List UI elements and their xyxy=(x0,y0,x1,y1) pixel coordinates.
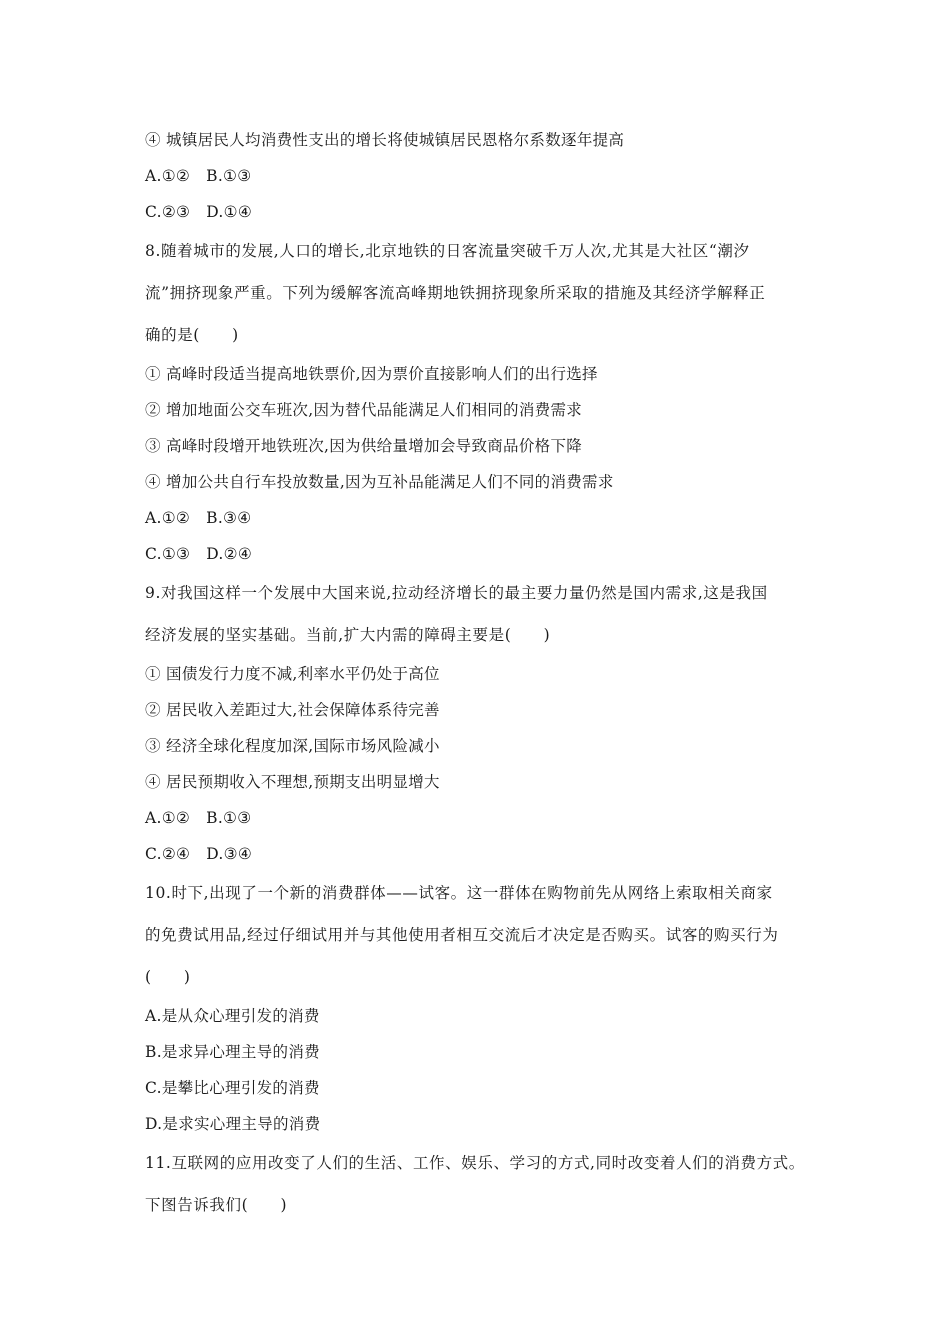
q9-stem xyxy=(145,572,810,656)
q8-option-a[interactable]: A.①② xyxy=(145,509,191,527)
q9-item-3: ③ 经济全球化程度加深,国际市场风险减小 xyxy=(145,737,440,755)
q8-stem-line: 确的是( ) xyxy=(145,326,239,344)
q9-option-a[interactable]: A.①② xyxy=(145,809,191,827)
q10-option-b[interactable]: B.是求异心理主导的消费 xyxy=(145,1043,320,1061)
q9-option-b[interactable]: B.①③ xyxy=(206,809,252,827)
q8-item-2: ② 增加地面公交车班次,因为替代品能满足人们相同的消费需求 xyxy=(145,401,583,419)
q9-options-row-2 xyxy=(145,836,810,872)
q7-option-a[interactable]: A.①② xyxy=(145,167,191,185)
q9-stem-line: 9.对我国这样一个发展中大国来说,拉动经济增长的最主要力量仍然是国内需求,这是我国 xyxy=(145,584,768,602)
q8-options-row-2 xyxy=(145,536,810,572)
q8-option-d[interactable]: D.②④ xyxy=(206,545,253,563)
q8-option-c[interactable]: C.①③ xyxy=(145,545,191,563)
q8-option-b[interactable]: B.③④ xyxy=(206,509,252,527)
q11-stem-line: 11.互联网的应用改变了人们的生活、工作、娱乐、学习的方式,同时改变着人们的消费方式。 xyxy=(145,1154,805,1172)
q8-stem xyxy=(145,230,810,356)
q7-option-b[interactable]: B.①③ xyxy=(206,167,252,185)
q9-item-2: ② 居民收入差距过大,社会保障体系待完善 xyxy=(145,701,440,719)
q8-item-4: ④ 增加公共自行车投放数量,因为互补品能满足人们不同的消费需求 xyxy=(145,473,614,491)
q8-stem-line: 流”拥挤现象严重。下列为缓解客流高峰期地铁拥挤现象所采取的措施及其经济学解释正 xyxy=(145,284,766,302)
q8-options-row-1 xyxy=(145,500,810,536)
q9-stem-line: 经济发展的坚实基础。当前,扩大内需的障碍主要是( ) xyxy=(145,626,551,644)
q7-option-d[interactable]: D.①④ xyxy=(206,203,253,221)
q8-item-3: ③ 高峰时段增开地铁班次,因为供给量增加会导致商品价格下降 xyxy=(145,437,583,455)
q7-item-4: ④ 城镇居民人均消费性支出的增长将使城镇居民恩格尔系数逐年提高 xyxy=(145,131,625,149)
q9-option-c[interactable]: C.②④ xyxy=(145,845,191,863)
q9-item-1: ① 国债发行力度不减,利率水平仍处于高位 xyxy=(145,665,440,683)
q10-option-d[interactable]: D.是求实心理主导的消费 xyxy=(145,1115,321,1133)
q10-stem-line: 的免费试用品,经过仔细试用并与其他使用者相互交流后才决定是否购买。试客的购买行为 xyxy=(145,926,779,944)
q9-item-4: ④ 居民预期收入不理想,预期支出明显增大 xyxy=(145,773,440,791)
q10-option-c[interactable]: C.是攀比心理引发的消费 xyxy=(145,1079,320,1097)
question-content xyxy=(145,122,810,1226)
q7-option-c[interactable]: C.②③ xyxy=(145,203,191,221)
q10-option-a[interactable]: A.是从众心理引发的消费 xyxy=(145,1007,320,1025)
q7-options-row-2 xyxy=(145,194,810,230)
q11-stem-line: 下图告诉我们( ) xyxy=(145,1196,288,1214)
q10-stem-line: ( ) xyxy=(145,968,191,986)
q9-option-d[interactable]: D.③④ xyxy=(206,845,253,863)
q11-stem xyxy=(145,1142,810,1226)
q8-item-1: ① 高峰时段适当提高地铁票价,因为票价直接影响人们的出行选择 xyxy=(145,365,598,383)
q9-options-row-1 xyxy=(145,800,810,836)
q8-stem-line: 8.随着城市的发展,人口的增长,北京地铁的日客流量突破千万人次,尤其是大社区“潮汐 xyxy=(145,242,750,260)
q10-stem-line: 10.时下,出现了一个新的消费群体——试客。这一群体在购物前先从网络上索取相关商家 xyxy=(145,884,773,902)
q7-options-row-1 xyxy=(145,158,810,194)
q10-stem xyxy=(145,872,810,998)
